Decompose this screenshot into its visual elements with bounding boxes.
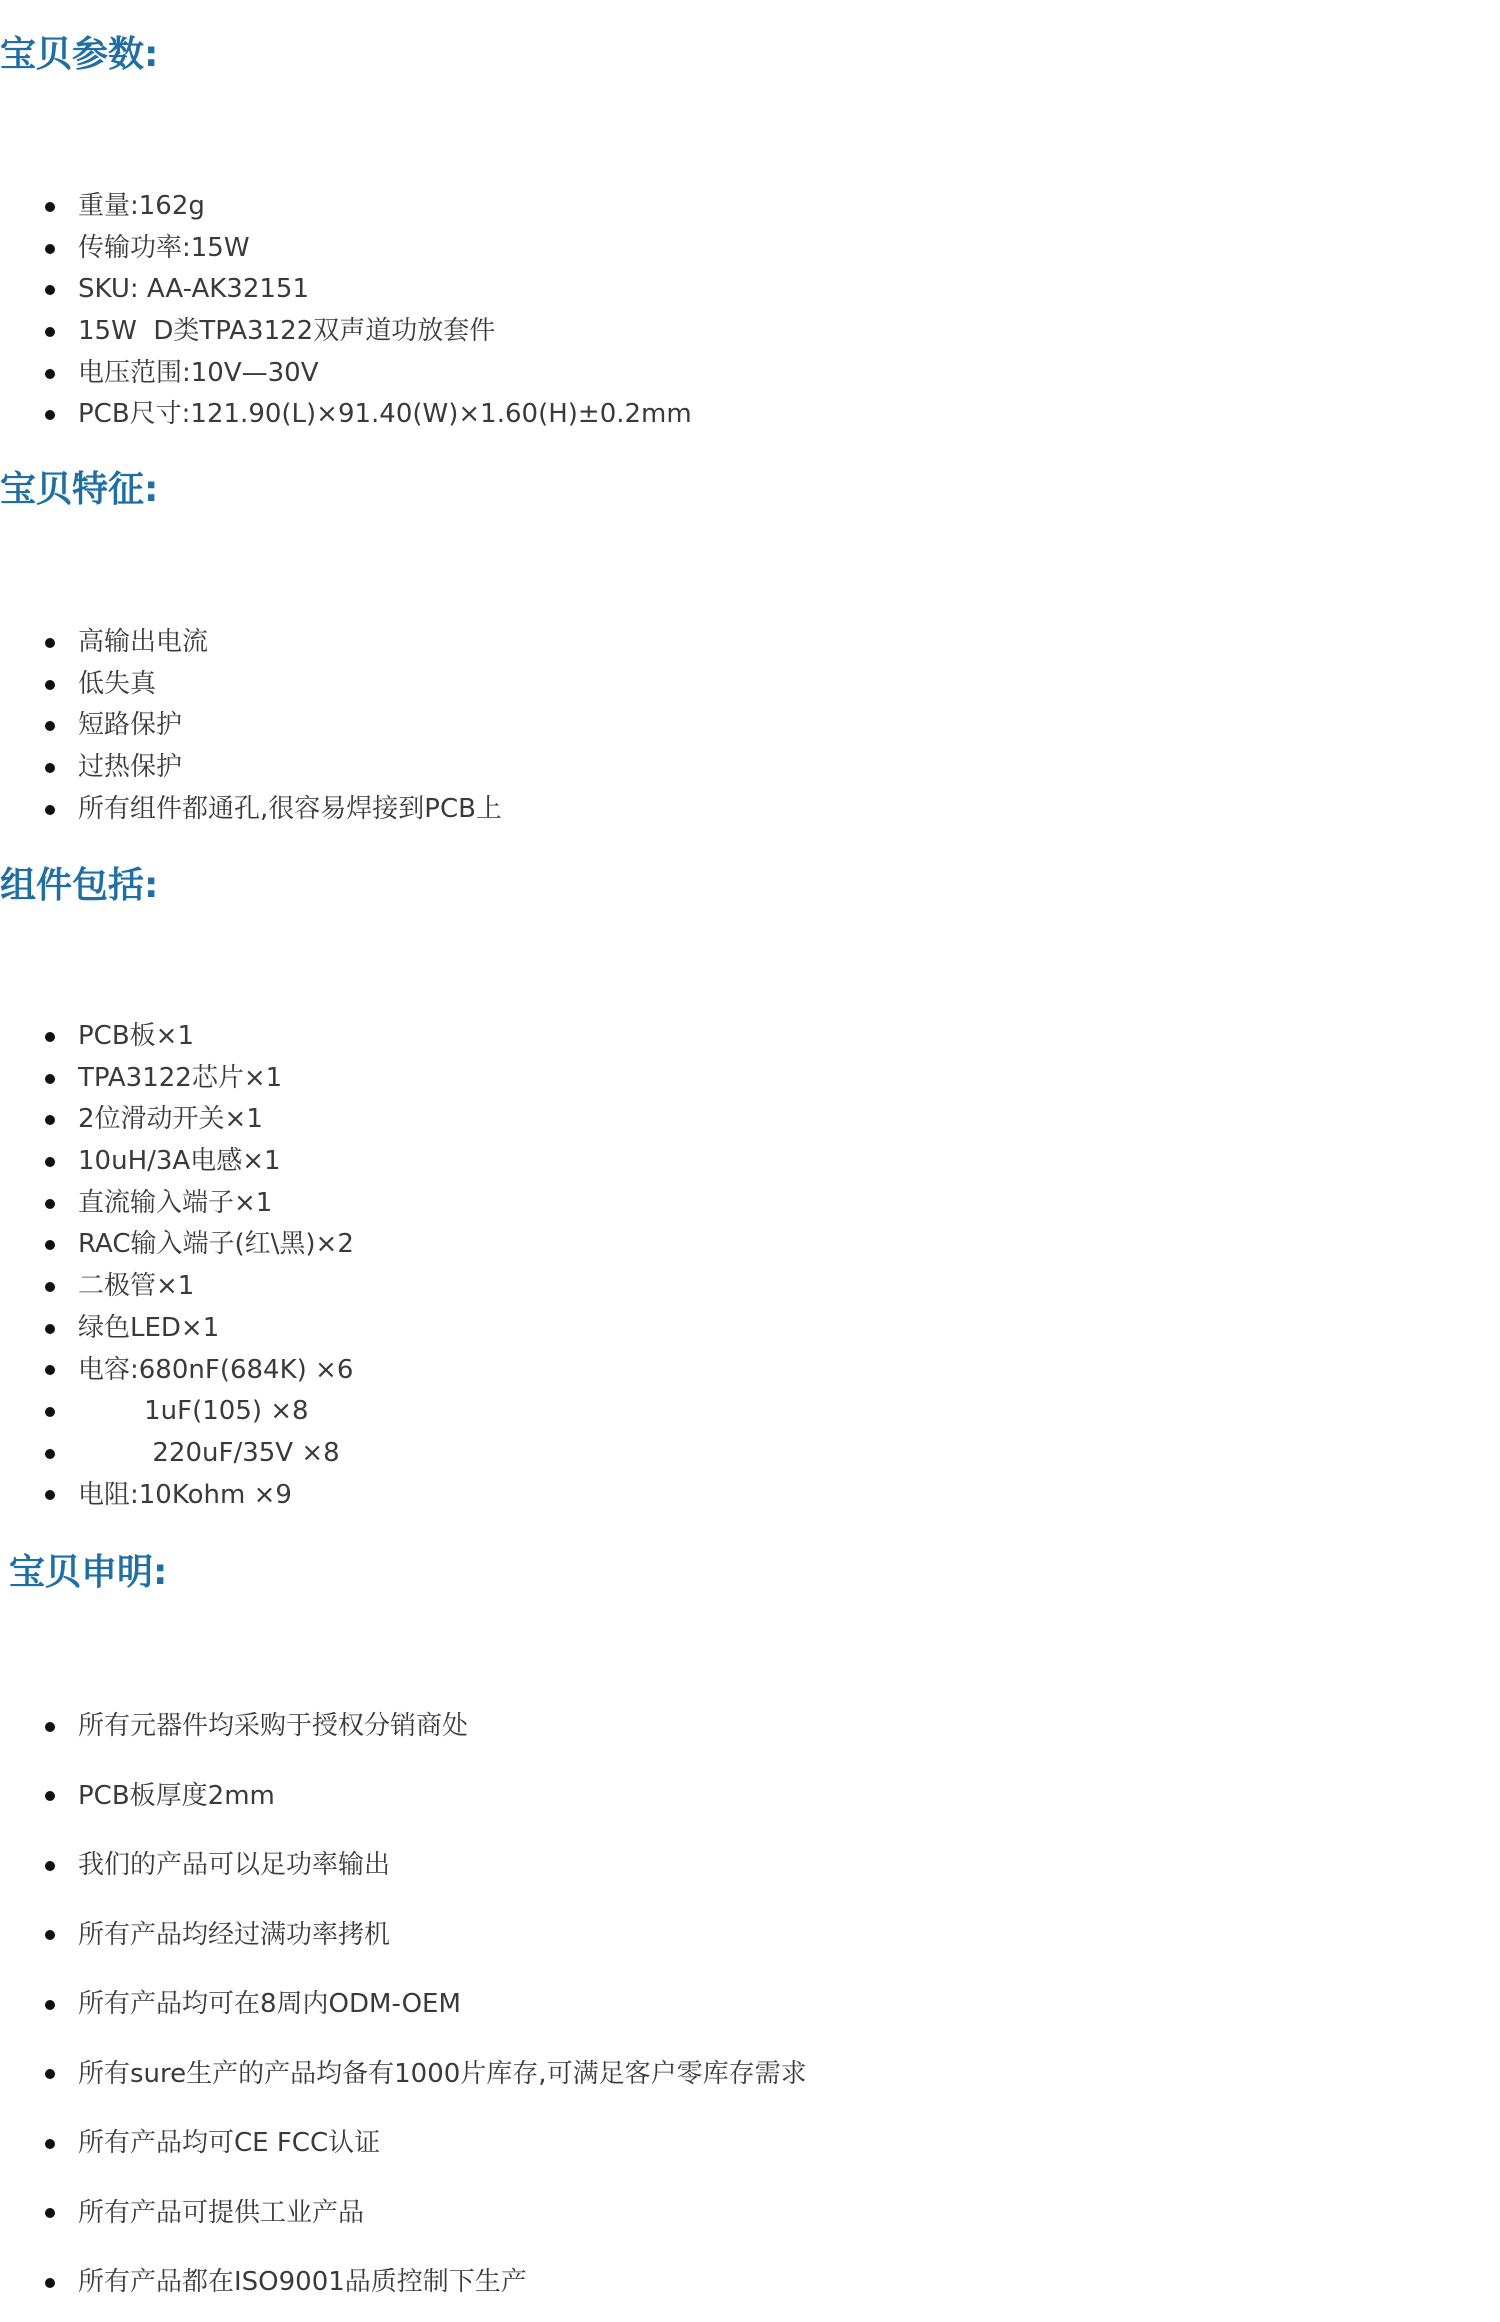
list-item: 所有元器件均采购于授权分销商处 bbox=[0, 1692, 807, 1762]
list-item: 过热保护 bbox=[0, 747, 502, 789]
section-title-statement: 宝贝申明: bbox=[9, 1552, 168, 1593]
statement-list bbox=[0, 1692, 807, 2318]
list-item: 低失真 bbox=[0, 664, 502, 706]
list-item: 15W D类TPA3122双声道功放套件 bbox=[0, 311, 692, 353]
list-item: 高输出电流 bbox=[0, 622, 502, 664]
list-item: 电压范围:10V—30V bbox=[0, 353, 692, 395]
section-title-components: 组件包括: bbox=[0, 865, 159, 906]
list-item: TPA3122芯片×1 bbox=[0, 1058, 354, 1100]
list-item: 传输功率:15W bbox=[0, 228, 692, 270]
list-item: 电阻:10Kohm ×9 bbox=[0, 1475, 354, 1517]
components-list bbox=[0, 1016, 354, 1516]
features-list bbox=[0, 622, 502, 830]
list-item: 短路保护 bbox=[0, 705, 502, 747]
list-item: SKU: AA-AK32151 bbox=[0, 269, 692, 311]
list-item: 所有组件都通孔,很容易焊接到PCB上 bbox=[0, 789, 502, 831]
list-item: 1uF(105) ×8 bbox=[0, 1391, 354, 1433]
params-list bbox=[0, 186, 692, 436]
section-title-params: 宝贝参数: bbox=[0, 34, 159, 75]
list-item: 220uF/35V ×8 bbox=[0, 1433, 354, 1475]
list-item: 10uH/3A电感×1 bbox=[0, 1141, 354, 1183]
list-item: PCB板厚度2mm bbox=[0, 1762, 807, 1832]
list-item: 所有产品可提供工业产品 bbox=[0, 2179, 807, 2249]
list-item: 所有产品都在ISO9001品质控制下生产 bbox=[0, 2248, 807, 2318]
list-item: PCB板×1 bbox=[0, 1016, 354, 1058]
list-item: 2位滑动开关×1 bbox=[0, 1099, 354, 1141]
list-item: 二极管×1 bbox=[0, 1266, 354, 1308]
list-item: 重量:162g bbox=[0, 186, 692, 228]
list-item: 我们的产品可以足功率输出 bbox=[0, 1831, 807, 1901]
list-item: RAC输入端子(红\黑)×2 bbox=[0, 1224, 354, 1266]
list-item: 所有产品均经过满功率拷机 bbox=[0, 1901, 807, 1971]
list-item: 所有产品均可在8周内ODM-OEM bbox=[0, 1970, 807, 2040]
list-item: 绿色LED×1 bbox=[0, 1308, 354, 1350]
list-item: 直流输入端子×1 bbox=[0, 1183, 354, 1225]
list-item: 电容:680nF(684K) ×6 bbox=[0, 1350, 354, 1392]
list-item: 所有sure生产的产品均备有1000片库存,可满足客户零库存需求 bbox=[0, 2040, 807, 2110]
list-item: PCB尺寸:121.90(L)×91.40(W)×1.60(H)±0.2mm bbox=[0, 394, 692, 436]
list-item: 所有产品均可CE FCC认证 bbox=[0, 2109, 807, 2179]
section-title-features: 宝贝特征: bbox=[0, 469, 159, 510]
